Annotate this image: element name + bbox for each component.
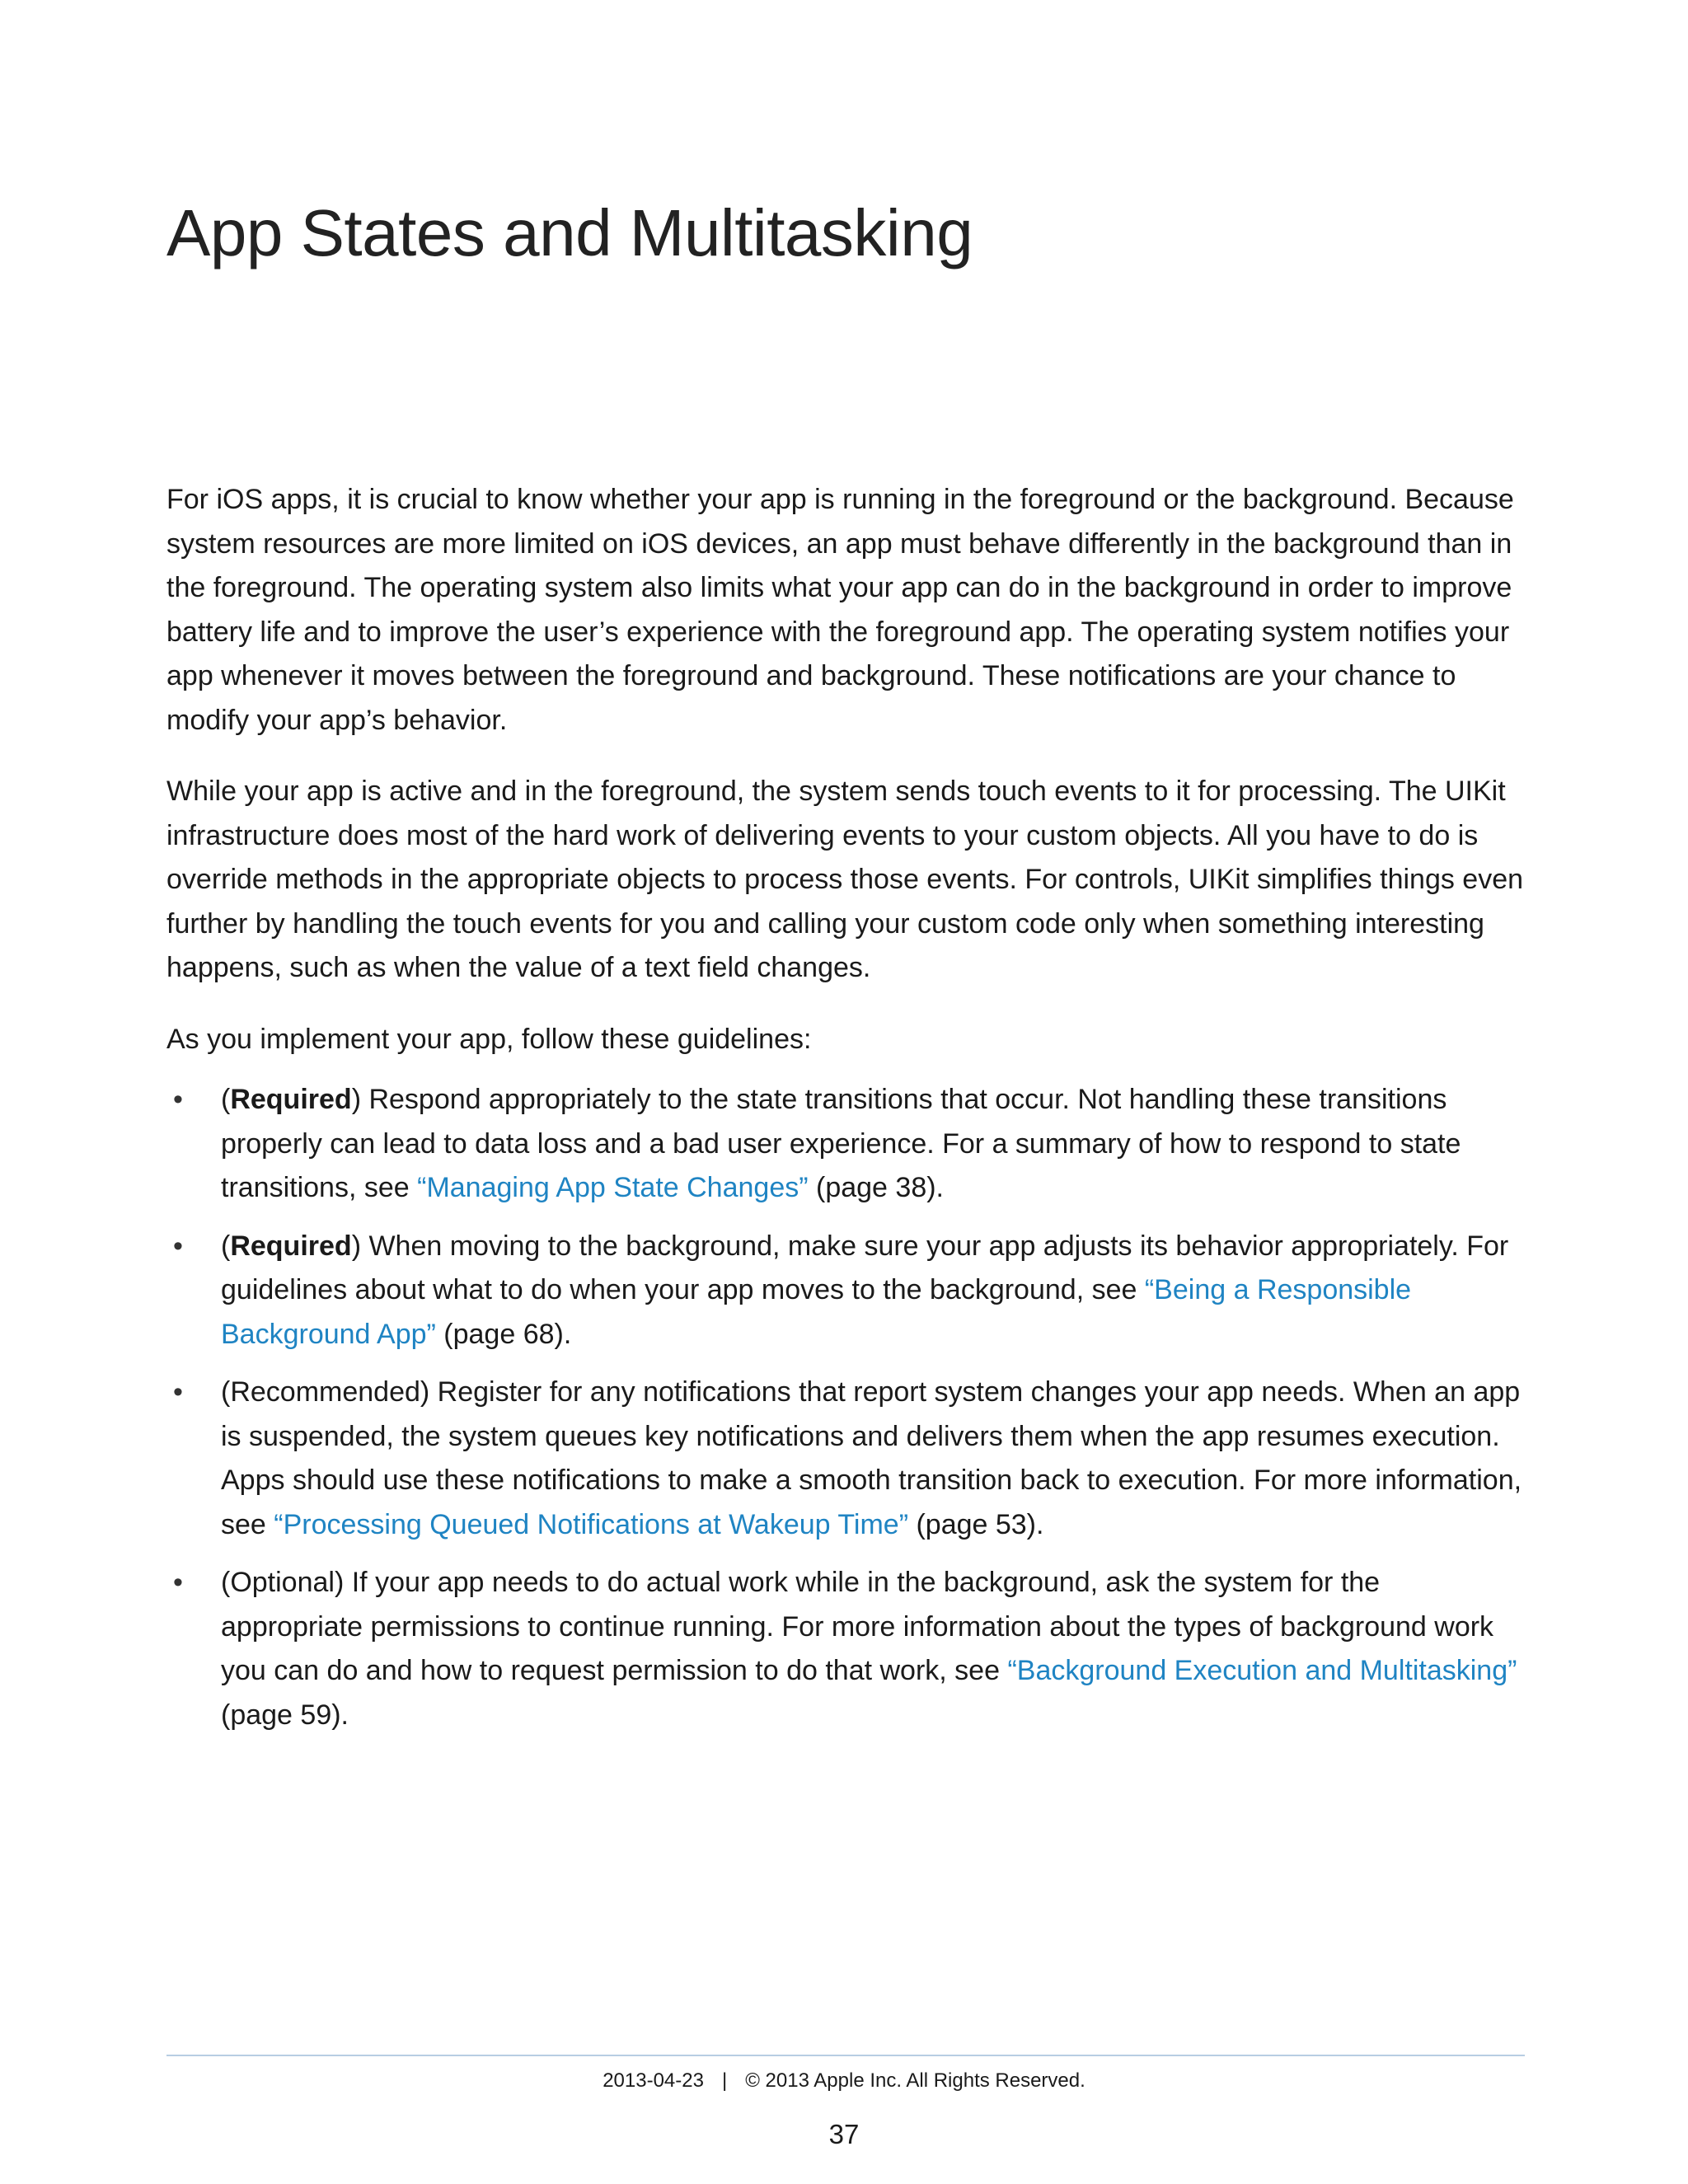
link-being-responsible-background-app[interactable]: “Being a Responsible Background App” xyxy=(221,1274,1412,1350)
chapter-title: App States and Multitasking xyxy=(166,196,973,269)
footer-separator: | xyxy=(721,2069,728,2092)
bullet-icon: • xyxy=(173,1084,183,1115)
guidelines-list xyxy=(166,1078,1525,1737)
footer-date: 2013-04-23 xyxy=(603,2069,704,2092)
guideline-paren-close: ) xyxy=(351,1084,362,1115)
guideline-text: (Optional) If your app needs to do actual work while in the background, ask the system for the appropriate permissions to continue running. For more information about the types of background work you can do and how to request permission to do that work, see xyxy=(221,1567,1494,1686)
guideline-paren-open: ( xyxy=(221,1230,231,1262)
bullet-icon: • xyxy=(173,1230,183,1262)
paragraph-intro: For iOS apps, it is crucial to know whether your app is running in the foreground or the background. Because system resources are more limited on iOS devices, an app must behave differently in the background than in the foreground. The operating system also limits what your app can do in the background in order to improve battery life and to improve the user’s experience with the foreground app. The operating system notifies your app whenever it moves between the foreground and background. These notifications are your chance to modify your app’s behavior. xyxy=(166,484,1514,736)
bullet-icon: • xyxy=(173,1567,183,1598)
guideline-text: Respond appropriately to the state transitions that occur. Not handling these transitions properly can lead to data loss and a bad user experience. For a summary of how to respond to state transitions, see xyxy=(221,1084,1461,1203)
link-managing-app-state-changes[interactable]: “Managing App State Changes” xyxy=(417,1172,809,1203)
guideline-text: (Recommended) Register for any notifications that report system changes your app needs. When an app is suspended, the system queues key notifications and delivers them when the app resumes execution. Apps should use these notifications to make a smooth transition back to execution. For more information, see xyxy=(221,1376,1522,1540)
guideline-page-ref: (page 59). xyxy=(221,1699,349,1731)
paragraph-touch-events: While your app is active and in the foreground, the system sends touch events to it for processing. The UIKit infrastructure does most of the hard work of delivering events to your custom objects. All you have to do is override methods in the appropriate objects to process those events. For controls, UIKit simplifies things even further by handling the touch events for you and calling your custom code only when something interesting happens, such as when the value of a text field changes. xyxy=(166,776,1524,983)
footer-divider xyxy=(166,2055,1525,2056)
guideline-page-ref: (page 53). xyxy=(908,1508,1044,1540)
guideline-page-ref: (page 38). xyxy=(808,1172,945,1203)
guideline-item-required-background xyxy=(166,1225,1525,1357)
guideline-text: When moving to the background, make sure your app adjusts its behavior appropriately. For guidelines about what to do when your app moves to the background, see xyxy=(221,1230,1509,1305)
guideline-label: Required xyxy=(230,1230,352,1262)
guideline-page-ref: (page 68). xyxy=(435,1318,572,1350)
footer xyxy=(0,2067,1688,2095)
link-processing-queued-notifications[interactable]: “Processing Queued Notifications at Wakeup Time” xyxy=(274,1508,909,1540)
bullet-icon: • xyxy=(173,1376,183,1408)
paragraph-guidelines-intro: As you implement your app, follow these guidelines: xyxy=(166,1023,812,1055)
footer-copyright: © 2013 Apple Inc. All Rights Reserved. xyxy=(745,2069,1085,2092)
guideline-item-recommended-notifications xyxy=(166,1371,1525,1547)
link-background-execution-multitasking[interactable]: “Background Execution and Multitasking” xyxy=(1007,1655,1517,1686)
guideline-paren-close: ) xyxy=(351,1230,362,1262)
guideline-item-required-transitions xyxy=(166,1078,1525,1211)
guideline-item-optional-background-work xyxy=(166,1561,1525,1737)
page-number: 37 xyxy=(828,2119,860,2149)
chapter-body xyxy=(166,478,1525,1751)
guideline-paren-open: ( xyxy=(221,1084,231,1115)
guideline-label: Required xyxy=(230,1084,352,1115)
